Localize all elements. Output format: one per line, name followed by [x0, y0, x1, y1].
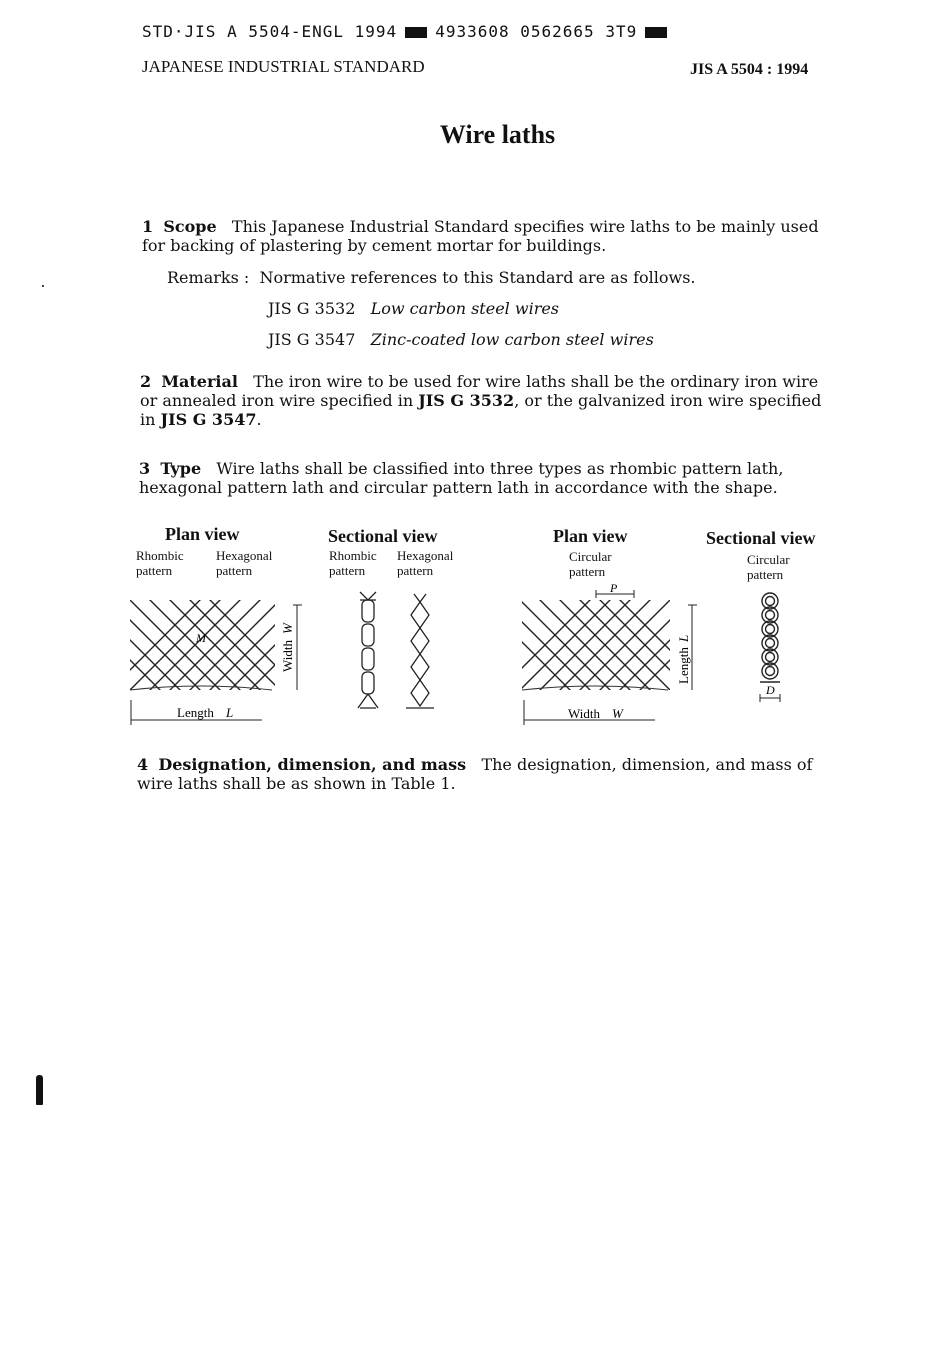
page-title: Wire laths: [439, 120, 556, 149]
rhombic-section: [358, 592, 378, 708]
reference-title: Zinc-coated low carbon steel wires: [370, 330, 654, 349]
material-line3-a: in: [140, 410, 156, 429]
redaction-bar: [405, 27, 427, 38]
length-symbol: L: [226, 705, 234, 720]
section-number: 4: [137, 755, 149, 774]
section-title: Type: [160, 459, 202, 478]
fig-left-section-title: Sectional view: [328, 526, 438, 546]
reference-code: JIS G 3547: [268, 330, 356, 349]
material-line1: The iron wire to be used for wire laths shall be the ordinary iron wire: [253, 372, 819, 391]
redaction-bar: [645, 27, 667, 38]
section-number: 2: [140, 372, 152, 391]
length-label: Length: [177, 705, 214, 720]
fig-right-plan-sub: Circular pattern: [569, 549, 612, 579]
width-label: Width: [568, 706, 600, 721]
header-std-number: JIS A 5504 : 1994: [690, 61, 809, 78]
header-org: JAPANESE INDUSTRIAL STANDARD: [142, 57, 425, 76]
fig-left-section-sub-1: Rhombic pattern: [329, 548, 377, 578]
fig-left-plan-title: Plan view: [165, 524, 240, 544]
material-line2-a: or annealed iron wire specified in: [140, 391, 414, 410]
wire-lath-figure: [0, 580, 950, 760]
section-type: [139, 459, 854, 497]
length-label: Length: [676, 647, 691, 684]
type-line2: hexagonal pattern lath and circular pattern lath in accordance with the shape.: [139, 478, 778, 497]
section-title: Material: [161, 372, 238, 391]
reference-list: [268, 299, 654, 349]
fig-left-plan-sub-1: Rhombic pattern: [136, 548, 184, 578]
length-symbol: L: [676, 634, 691, 642]
fig-right-section-sub: Circular pattern: [747, 552, 790, 582]
section-title: Scope: [163, 217, 217, 236]
section-number: 3: [139, 459, 151, 478]
fig-left-plan-sub-2: Hexagonal pattern: [216, 548, 273, 578]
fig-right-plan-title: Plan view: [553, 526, 628, 546]
scope-text-line2: for backing of plastering by cement mortar for buildings.: [142, 236, 607, 255]
header-code-line: [142, 22, 675, 41]
header-code-a: STD·JIS A 5504-ENGL 1994: [142, 22, 398, 41]
width-label: Width: [280, 640, 295, 672]
fig-right-section-title: Sectional view: [706, 528, 816, 548]
fig-left-section-sub-2: Hexagonal pattern: [397, 548, 454, 578]
circular-section: [760, 593, 780, 682]
reference-title: Low carbon steel wires: [370, 299, 560, 318]
scan-mark: [36, 1075, 43, 1105]
header-code-b: 4933608 0562665 3T9: [435, 22, 638, 41]
pitch-symbol: P: [610, 581, 618, 595]
width-symbol: W: [280, 623, 295, 634]
diameter-symbol: D: [766, 683, 775, 697]
remarks-text: Normative references to this Standard are as follows.: [259, 268, 696, 287]
material-line2-c: , or the galvanized iron wire specified: [514, 391, 822, 410]
mesh-symbol: M: [196, 631, 206, 645]
reference-code: JIS G 3532: [268, 299, 356, 318]
remarks-label: Remarks :: [167, 268, 250, 287]
section-number: 1: [142, 217, 154, 236]
material-ref-3532: JIS G 3532: [418, 391, 515, 410]
remarks: [167, 268, 696, 287]
scope-text-line1: This Japanese Industrial Standard specifies wire laths to be mainly used: [231, 217, 819, 236]
section-title: Designation, dimension, and mass: [158, 755, 467, 774]
material-ref-3547: JIS G 3547: [160, 410, 257, 429]
rhombic-mesh-plan: [60, 590, 350, 704]
type-line1: Wire laths shall be classified into three types as rhombic pattern lath,: [216, 459, 784, 478]
designation-line2: wire laths shall be as shown in Table 1.: [137, 774, 456, 793]
designation-line1: The designation, dimension, and mass of: [481, 755, 813, 774]
scan-mark: [42, 285, 44, 287]
section-scope: [142, 217, 854, 255]
material-line3-c: .: [256, 410, 262, 429]
section-designation: [137, 755, 854, 793]
width-symbol: W: [612, 706, 623, 721]
hexagonal-section: [406, 594, 434, 708]
section-material: [140, 372, 854, 429]
circular-mesh-plan: [470, 590, 740, 704]
